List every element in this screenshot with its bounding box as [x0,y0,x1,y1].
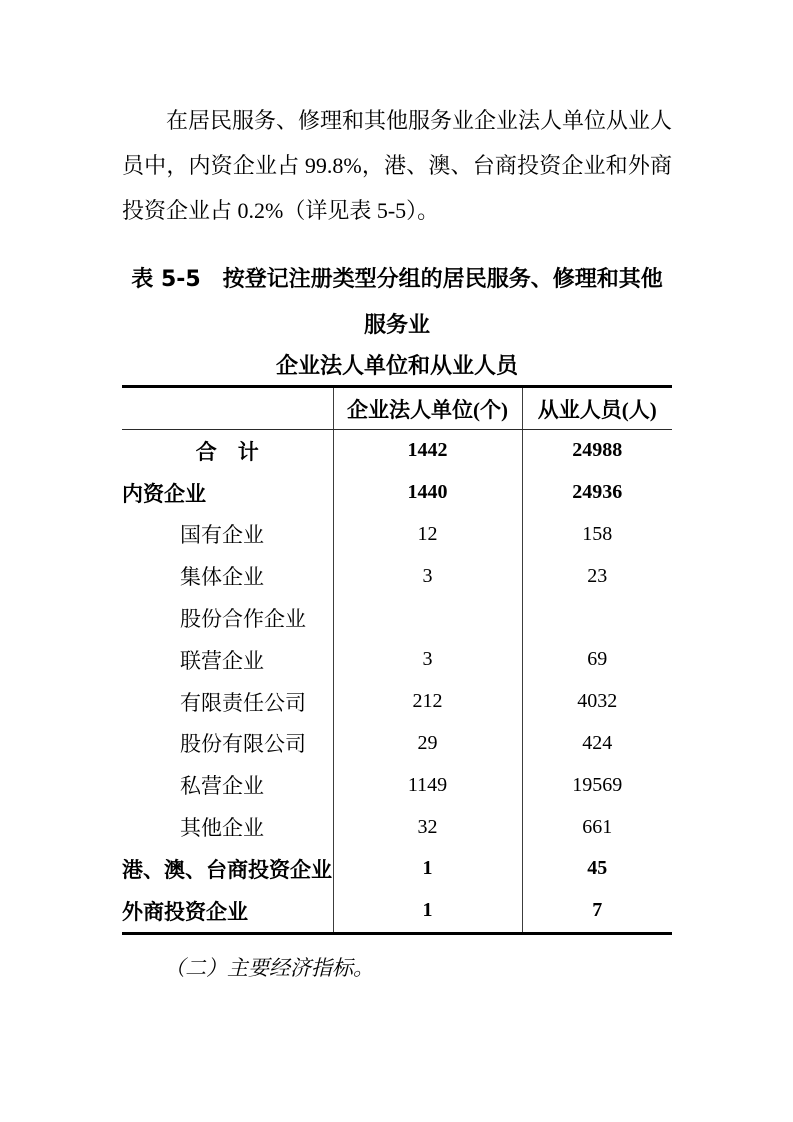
legal-units-cell: 1 [333,848,522,890]
closing-paragraph: （二）主要经济指标。 [164,955,374,980]
legal-units-cell: 3 [333,555,522,597]
category-cell: 联营企业 [122,639,333,681]
category-cell: 私营企业 [122,764,333,806]
employees-cell: 45 [587,857,608,880]
category-cell: 有限责任公司 [122,681,333,723]
table-row [122,597,672,639]
table-row [122,890,672,933]
table-row [122,514,672,556]
header-cell-employees: 从业人员(人) [522,387,672,430]
registration-type-table [122,385,672,935]
employees-cell: 661 [582,815,613,838]
table-row [122,472,672,514]
table-row [122,681,672,723]
employees-cell: 19569 [572,773,623,796]
legal-units-cell: 1 [333,890,522,933]
legal-units-cell: 3 [333,639,522,681]
table-subtitle: 企业法人单位和从业人员 [275,354,518,379]
category-cell: 港、澳、台商投资企业 [122,848,333,890]
table-row [122,555,672,597]
legal-units-cell: 1442 [333,430,522,472]
table-row [122,806,672,848]
legal-units-cell: 12 [333,514,522,556]
table-header [122,387,672,430]
legal-units-cell: 1149 [333,764,522,806]
legal-units-cell: 1440 [333,472,522,514]
table-title: 表 5-5 按登记注册类型分组的居民服务、修理和其他服务业 [131,267,663,338]
category-cell: 集体企业 [122,555,333,597]
table-row [122,639,672,681]
category-cell: 国有企业 [122,514,333,556]
category-cell: 股份有限公司 [122,723,333,765]
table-row [122,723,672,765]
header-cell-legal-units: 企业法人单位(个) [333,387,522,430]
table-body [122,430,672,934]
employees-cell: 23 [587,564,608,587]
legal-units-cell [333,597,522,639]
intro-paragraph: 在居民服务、修理和其他服务业企业法人单位从业人员中，内资企业占 99.8%，港、澳、台商投资企业和外商投资企业占 0.2%（详见表 5-5）。 [122,108,673,223]
legal-units-cell: 32 [333,806,522,848]
category-cell: 内资企业 [122,472,333,514]
table-row [122,430,672,472]
employees-cell: 7 [592,899,603,922]
category-cell: 外商投资企业 [122,890,333,933]
table-header-row [122,387,672,430]
category-cell: 其他企业 [122,806,333,848]
employees-cell: 4032 [577,690,618,713]
table-row [122,764,672,806]
category-cell: 合 计 [122,430,333,472]
employees-cell [522,597,672,639]
legal-units-cell: 29 [333,723,522,765]
employees-cell: 69 [587,648,608,671]
table-row [122,848,672,890]
legal-units-cell: 212 [333,681,522,723]
employees-cell: 424 [582,731,613,754]
employees-cell: 24988 [572,439,623,462]
header-cell-category [122,387,333,430]
employees-cell: 24936 [572,481,623,504]
category-cell: 股份合作企业 [122,597,333,639]
employees-cell: 158 [582,522,613,545]
